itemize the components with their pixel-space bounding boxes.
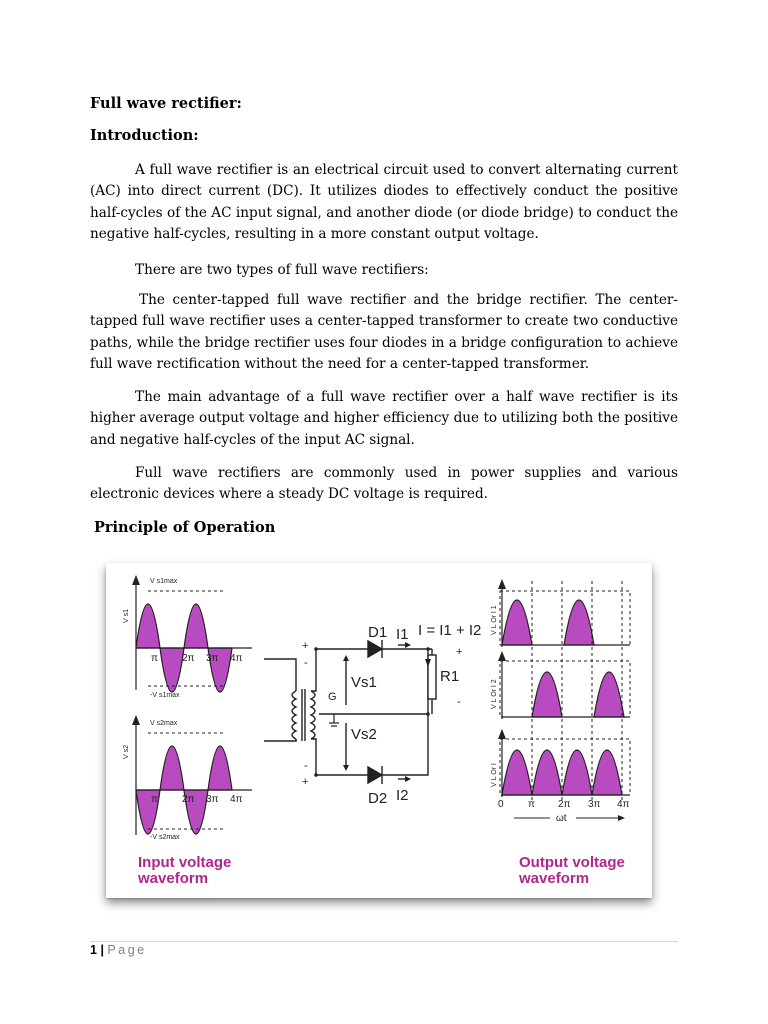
label-d1: D1 xyxy=(368,624,388,641)
input-waveform-bottom xyxy=(132,715,252,835)
input-bottom-tick-4pi: 4π xyxy=(230,794,243,805)
input-top-tick-3pi: 3π xyxy=(206,653,219,664)
label-vs1: Vs1 xyxy=(351,674,377,691)
label-i2: I2 xyxy=(396,787,409,804)
page-number: 1 xyxy=(90,943,97,957)
output-waveform-2 xyxy=(498,651,630,719)
label-r1: R1 xyxy=(440,668,460,685)
input-top-peak: V s1max xyxy=(150,578,178,585)
caption-output-voltage: Output voltage waveform xyxy=(519,854,625,887)
introduction-heading: Introduction: xyxy=(90,127,199,144)
input-bottom-tick-2pi: 2π xyxy=(182,794,195,805)
output-tick-0: 0 xyxy=(498,799,504,810)
paragraph-applications: Full wave rectifiers are commonly used in power supplies and various electronic devices where a steady DC voltage is required. xyxy=(90,465,678,503)
page-label: Page xyxy=(107,943,147,957)
output-tick-4pi: 4π xyxy=(617,799,630,810)
document-title: Full wave rectifier: xyxy=(90,95,242,112)
label-current-equation: I = I1 + I2 xyxy=(418,622,482,639)
output-axis-label-2: V L Or I 2 xyxy=(491,679,498,709)
input-bottom-peak: V s2max xyxy=(150,720,178,727)
output-tick-pi: π xyxy=(528,799,535,810)
output-axis-label-1: V L Or I 1 xyxy=(491,605,498,635)
output-waveform-3 xyxy=(498,729,630,797)
output-axis-label-3: V L Or I xyxy=(491,763,498,787)
input-waveform-top xyxy=(132,575,252,692)
label-minus-top: - xyxy=(304,657,308,669)
input-bottom-tick-3pi: 3π xyxy=(206,794,219,805)
label-minus-load: - xyxy=(457,696,461,708)
label-plus-bottom: + xyxy=(302,776,309,788)
input-top-ylabel: V s1 xyxy=(123,608,130,623)
output-tick-3pi: 3π xyxy=(588,799,601,810)
page-footer xyxy=(90,943,147,957)
label-vs2: Vs2 xyxy=(351,726,377,743)
rectifier-circuit xyxy=(264,640,436,784)
input-bottom-ylabel: V s2 xyxy=(123,744,130,759)
output-xlabel: ωt xyxy=(556,813,567,824)
input-top-neg-peak: -V s1max xyxy=(150,692,180,699)
caption-input-voltage: Input voltage waveform xyxy=(138,854,232,887)
input-bottom-tick-pi: π xyxy=(151,794,158,805)
footer-separator: | xyxy=(100,943,104,957)
label-minus-bottom: - xyxy=(304,760,308,772)
input-top-tick-2pi: 2π xyxy=(182,653,195,664)
output-tick-2pi: 2π xyxy=(558,799,571,810)
rectifier-figure xyxy=(106,563,652,898)
rectifier-diagram xyxy=(106,563,652,898)
footer-divider xyxy=(90,941,678,942)
label-ground: G xyxy=(328,691,337,703)
principle-heading: Principle of Operation xyxy=(94,519,276,536)
paragraph-advantage: The main advantage of a full wave rectifier over a half wave rectifier is its higher average output voltage and higher efficiency due to utilizing both the positive and negative half-cycles of the input AC signal. xyxy=(90,389,678,448)
label-d2: D2 xyxy=(368,790,388,807)
label-i1: I1 xyxy=(396,626,409,643)
input-bottom-neg-peak: -V s2max xyxy=(150,834,180,841)
output-waveform-1 xyxy=(498,579,630,647)
label-plus-load: + xyxy=(456,646,463,658)
paragraph-definition: A full wave rectifier is an electrical circuit used to convert alternating current (AC) into direct current (DC). It utilizes diodes to effectively conduct the positive half-cycles of the AC input signal, and another diode (or diode bridge) to conduct the negative half-cycles, resulting in a more constant output voltage. xyxy=(90,162,678,243)
label-plus-top: + xyxy=(302,640,309,652)
paragraph-types-intro: There are two types of full wave rectifiers: xyxy=(135,262,429,278)
paragraph-types: The center-tapped full wave rectifier and the bridge rectifier. The center-tapped full wave rectifier uses a center-tapped transformer to create two conductive paths, while the bridge rectifier uses four diodes in a bridge configuration to achieve full wave rectification without the need for a center-tapped transformer. xyxy=(90,292,678,373)
input-top-tick-pi: π xyxy=(151,653,158,664)
input-top-tick-4pi: 4π xyxy=(230,653,243,664)
